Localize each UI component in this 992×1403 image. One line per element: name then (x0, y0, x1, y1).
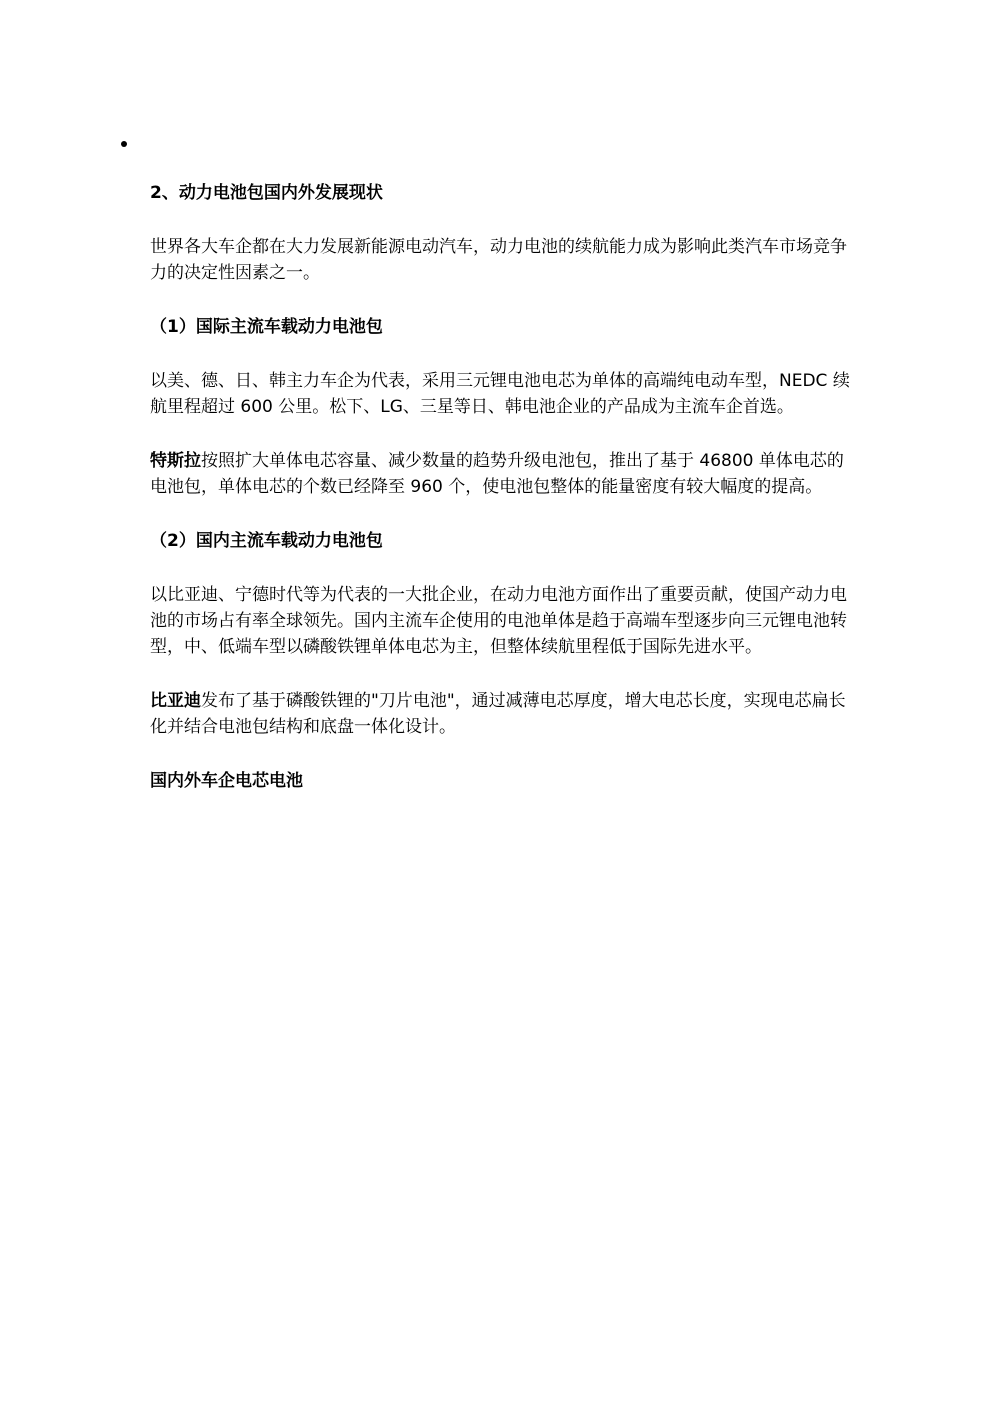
intro-paragraph: 世界各大车企都在大力发展新能源电动汽车，动力电池的续航能力成为影响此类汽车市场竞争力的决定性因素之一。 (150, 237, 847, 283)
byd-text: 发布了基于磷酸铁锂的"刀片电池"，通过减薄电芯厚度，增大电芯长度，实现电芯扁长化并结合电池包结构和底盘一体化设计。 (150, 691, 846, 737)
domestic-paragraph: 以比亚迪、宁德时代等为代表的一大批企业，在动力电池方面作出了重要贡献，使国产动力电池的市场占有率全球领先。国内主流车企使用的电池单体是趋于高端车型逐步向三元锂电池转型，中、低端车型以磷酸铁锂单体电芯为主，但整体续航里程低于国际先进水平。 (150, 585, 847, 657)
bullet-dot (121, 141, 127, 147)
section-heading: 2、动力电池包国内外发展现状 (150, 183, 383, 203)
cells-heading: 国内外车企电芯电池 (150, 771, 303, 791)
tesla-name: 特斯拉 (150, 451, 201, 471)
tesla-paragraph (150, 448, 850, 500)
domestic-heading: （2）国内主流车载动力电池包 (150, 531, 383, 551)
document-content (150, 180, 850, 794)
byd-paragraph (150, 688, 850, 740)
byd-name: 比亚迪 (150, 691, 201, 711)
international-paragraph: 以美、德、日、韩主力车企为代表，采用三元锂电池电芯为单体的高端纯电动车型，NEDC 续航里程超过 600 公里。松下、LG、三星等日、韩电池企业的产品成为主流车企首选。 (150, 371, 850, 417)
tesla-text: 按照扩大单体电芯容量、减少数量的趋势升级电池包，推出了基于 46800 单体电芯的电池包，单体电芯的个数已经降至 960 个，使电池包整体的能量密度有较大幅度的提高。 (150, 451, 844, 497)
international-heading: （1）国际主流车载动力电池包 (150, 317, 383, 337)
